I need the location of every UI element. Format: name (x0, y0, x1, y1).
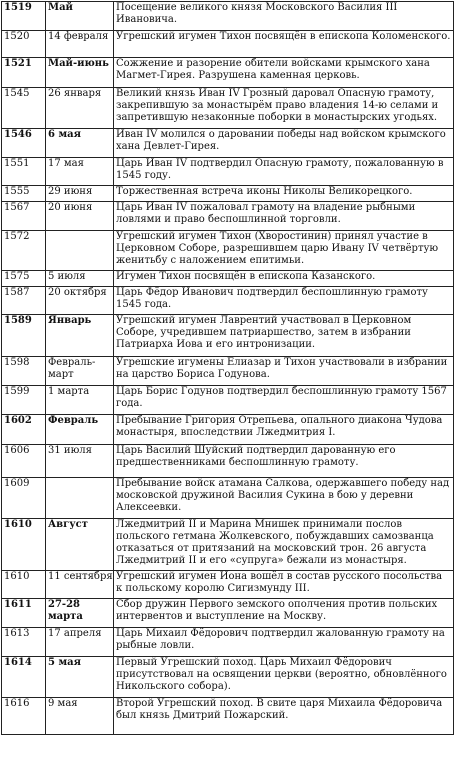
year-cell: 1610 (2, 571, 46, 599)
event-cell: Посещение великого князя Московского Василия III Ивановича. (114, 2, 454, 31)
date-cell: 9 мая (46, 698, 114, 735)
year-cell: 1606 (2, 445, 46, 478)
table-row (2, 657, 454, 698)
date-cell: 5 мая (46, 657, 114, 698)
date-cell: 17 апреля (46, 628, 114, 657)
event-cell: Сбор дружин Первого земского ополчения против польских интервентов и выступление на Москву. (114, 599, 454, 628)
table-row (2, 571, 454, 599)
event-cell: Второй Угрешский поход. В свите царя Михаила Фёдоровича был князь Дмитрий Пожарский. (114, 698, 454, 735)
event-cell: Торжественная встреча иконы Николы Великорецкого. (114, 186, 454, 202)
table-row (2, 287, 454, 315)
event-cell: Лжедмитрий II и Марина Мнишек принимали послов польского гетмана Жолкевского, побуждавших самозванца отказаться от притязаний на московский трон. 26 августа Лжедмитрий II и его «супруга» бежали из монастыря. (114, 519, 454, 571)
event-cell: Угрешские игумены Елиазар и Тихон участвовали в избрании на царство Бориса Годунова. (114, 357, 454, 386)
year-cell: 1520 (2, 31, 46, 58)
date-cell: Май-июнь (46, 58, 114, 88)
table-row (2, 519, 454, 571)
date-cell: 11 сентября (46, 571, 114, 599)
event-cell: Угрешский игумен Иона вошёл в состав русского посольства к польскому королю Сигизмунду III. (114, 571, 454, 599)
table-row (2, 271, 454, 287)
event-cell: Царь Фёдор Иванович подтвердил беспошлинную грамоту 1545 года. (114, 287, 454, 315)
year-cell: 1611 (2, 599, 46, 628)
table-row (2, 315, 454, 357)
year-cell: 1616 (2, 698, 46, 735)
year-cell: 1602 (2, 415, 46, 445)
event-cell: Царь Иван IV пожаловал грамоту на владение рыбными ловлями и право беспошлинной торговли. (114, 202, 454, 231)
year-cell: 1572 (2, 231, 46, 271)
date-cell: 1 марта (46, 386, 114, 415)
event-cell: Иван IV молился о даровании победы над войском крымского хана Девлет-Гирея. (114, 129, 454, 158)
year-cell: 1599 (2, 386, 46, 415)
event-cell: Угрешский игумен Тихон (Хворостинин) принял участие в Церковном Соборе, разрешившем царю Ивану IV четвёртую женитьбу с наложением епитимьи. (114, 231, 454, 271)
table-row (2, 186, 454, 202)
year-cell: 1589 (2, 315, 46, 357)
table-row (2, 478, 454, 519)
year-cell: 1598 (2, 357, 46, 386)
table-row (2, 2, 454, 31)
date-cell: 27-28 марта (46, 599, 114, 628)
chronology-table-body (2, 2, 454, 735)
date-cell: Январь (46, 315, 114, 357)
event-cell: Царь Василий Шуйский подтвердил дарованную его предшественниками беспошлинную грамоту. (114, 445, 454, 478)
year-cell: 1551 (2, 158, 46, 186)
event-cell: Угрешский игумен Лаврентий участвовал в Церковном Соборе, учредившем патриаршество, затем в избрании Патриарха Иова и его интронизации. (114, 315, 454, 357)
year-cell: 1519 (2, 2, 46, 31)
date-cell (46, 478, 114, 519)
table-row (2, 698, 454, 735)
date-cell: 5 июля (46, 271, 114, 287)
table-row (2, 599, 454, 628)
date-cell: 14 февраля (46, 31, 114, 58)
event-cell: Сожжение и разорение обители войсками крымского хана Магмет-Гирея. Разрушена каменная церковь. (114, 58, 454, 88)
date-cell: Февраль (46, 415, 114, 445)
table-row (2, 386, 454, 415)
event-cell: Игумен Тихон посвящён в епископа Казанского. (114, 271, 454, 287)
event-cell: Угрешский игумен Тихон посвящён в епископа Коломенского. (114, 31, 454, 58)
chronology-table (1, 1, 454, 735)
event-cell: Царь Иван IV подтвердил Опасную грамоту, пожалованную в 1545 году. (114, 158, 454, 186)
event-cell: Великий князь Иван IV Грозный даровал Опасную грамоту, закрепившую за монастырём право владения 14-ю селами и запретившую незаконные поборки в монастырских угодьях. (114, 88, 454, 129)
year-cell: 1521 (2, 58, 46, 88)
date-cell: 31 июля (46, 445, 114, 478)
year-cell: 1587 (2, 287, 46, 315)
year-cell: 1613 (2, 628, 46, 657)
table-row (2, 357, 454, 386)
event-cell: Первый Угрешский поход. Царь Михаил Фёдорович присутствовал на освящении церкви (вероятно, обновлённого Никольского собора). (114, 657, 454, 698)
date-cell (46, 231, 114, 271)
year-cell: 1555 (2, 186, 46, 202)
date-cell: 26 января (46, 88, 114, 129)
event-cell: Царь Михаил Фёдорович подтвердил жалованную грамоту на рыбные ловли. (114, 628, 454, 657)
date-cell: 29 июня (46, 186, 114, 202)
event-cell: Пребывание войск атамана Салкова, одержавшего победу над московской дружиной Василия Сукина в бою у деревни Алексеевки. (114, 478, 454, 519)
table-row (2, 415, 454, 445)
date-cell: 20 июня (46, 202, 114, 231)
year-cell: 1567 (2, 202, 46, 231)
event-cell: Царь Борис Годунов подтвердил беспошлинную грамоту 1567 года. (114, 386, 454, 415)
date-cell: Февраль-март (46, 357, 114, 386)
table-row (2, 88, 454, 129)
table-row (2, 445, 454, 478)
date-cell: Май (46, 2, 114, 31)
year-cell: 1546 (2, 129, 46, 158)
table-row (2, 231, 454, 271)
date-cell: 17 мая (46, 158, 114, 186)
date-cell: 6 мая (46, 129, 114, 158)
table-row (2, 202, 454, 231)
table-row (2, 158, 454, 186)
table-row (2, 129, 454, 158)
year-cell: 1609 (2, 478, 46, 519)
date-cell: 20 октября (46, 287, 114, 315)
table-row (2, 31, 454, 58)
year-cell: 1545 (2, 88, 46, 129)
table-row (2, 628, 454, 657)
year-cell: 1610 (2, 519, 46, 571)
year-cell: 1614 (2, 657, 46, 698)
year-cell: 1575 (2, 271, 46, 287)
date-cell: Август (46, 519, 114, 571)
table-row (2, 58, 454, 88)
event-cell: Пребывание Григория Отрепьева, опального диакона Чудова монастыря, впоследствии Лжедмитрия I. (114, 415, 454, 445)
